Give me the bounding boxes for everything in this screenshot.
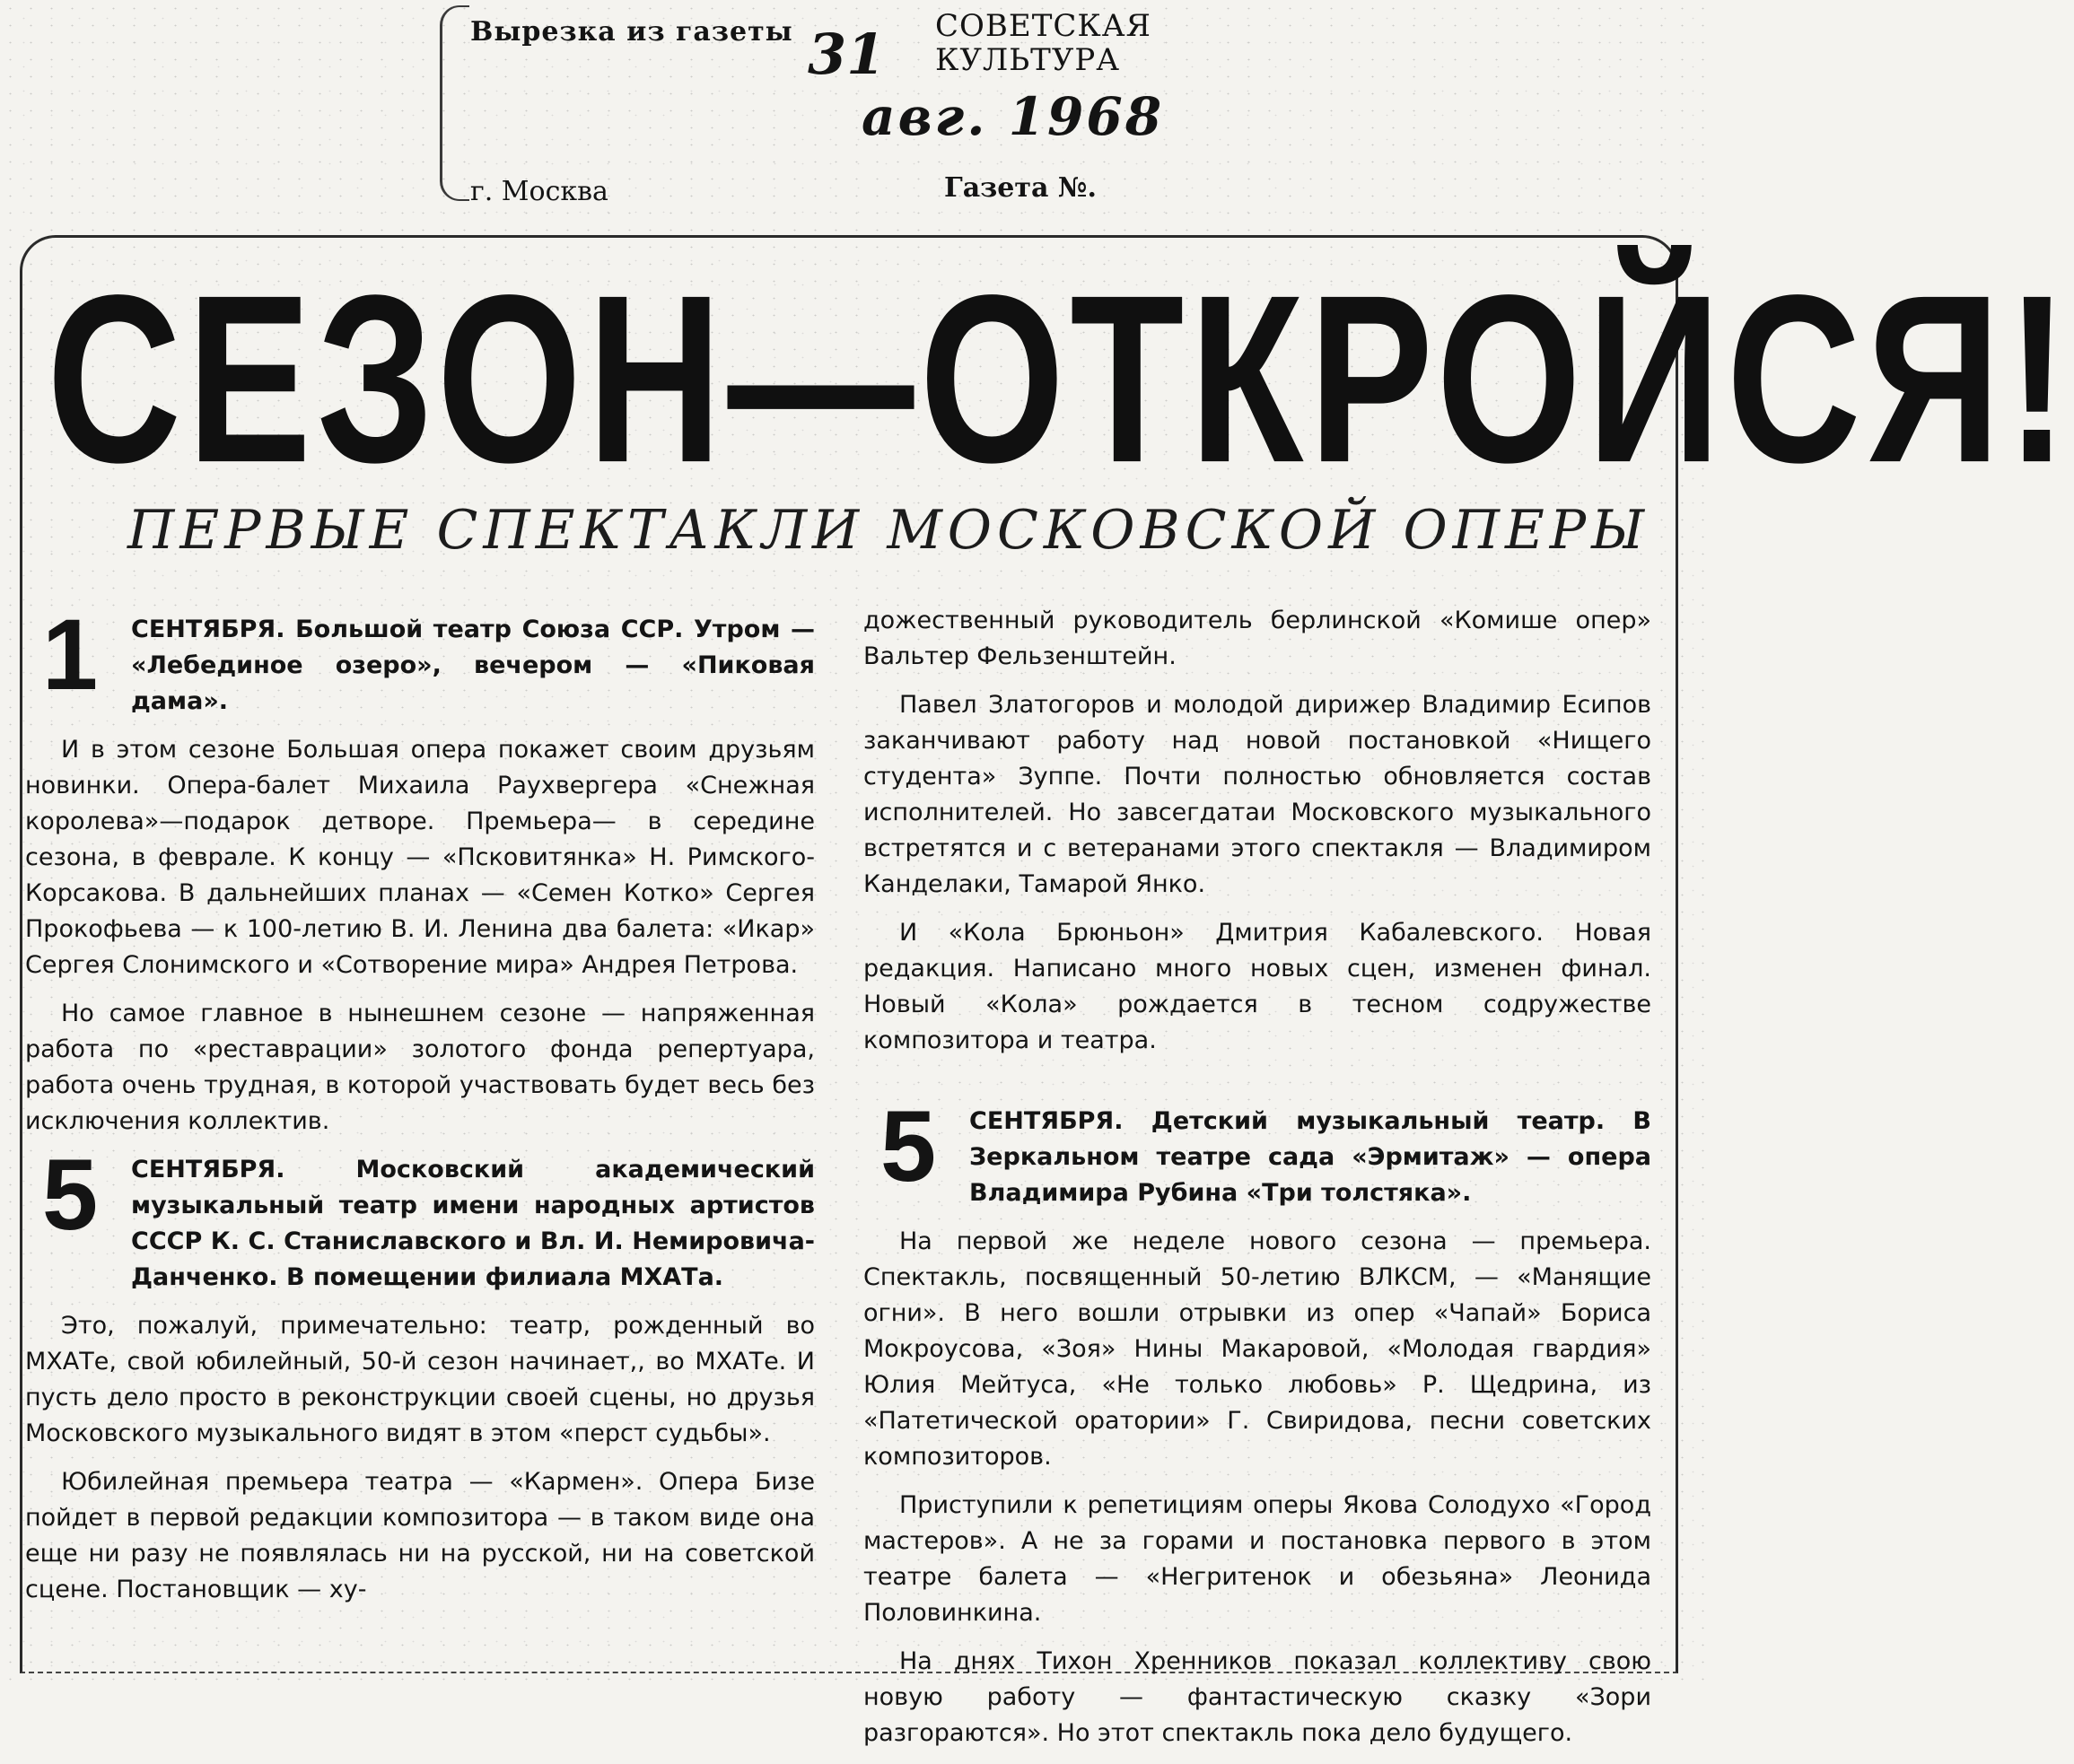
section-date-number: 1 — [41, 598, 99, 711]
section-sept5-stanislavsky — [25, 1139, 815, 1296]
stamp-paper-line2: КУЛЬТУРА — [935, 42, 1121, 78]
stamp-bracket — [440, 5, 469, 201]
stamp-paper-line1: СОВЕТСКАЯ — [935, 8, 1151, 44]
article-headline: СЕЗОН—ОТКРОЙСЯ! — [47, 246, 2074, 513]
stamp-handwritten-number: 31 — [808, 22, 886, 87]
section-date-number: 5 — [879, 1090, 937, 1202]
paragraph: Павел Златогоров и молодой дирижер Владимир Есипов заканчивают работу над новой постановкой «Нищего студента» Зуппе. Почти полностью обновляется состав исполнителей. Но завсегдатаи Московского музыкального встретятся и с ветеранами этого спектакля — Владимиром Канделаки, Тамарой Янко. — [863, 691, 1651, 898]
paragraph-continued: дожественный руководитель берлинской «Комише опер» Вальтер Фельзенштейн. — [863, 607, 1651, 670]
article-column-right — [863, 603, 1651, 1764]
paragraph: На днях Тихон Хренников показал коллективу свою новую работу — фантастическую сказку «Зори разгораются». Но этот спектакль пока дело будущего. — [863, 1647, 1651, 1747]
stamp-newspaper-name — [935, 9, 1151, 77]
paragraph: Юбилейная премьера театра — «Кармен». Опера Бизе пойдет в первой редакции композитора — в таком виде она еще ни разу не появлялась ни на русской, ни на советской сцене. Постановщик — ху- — [25, 1468, 815, 1603]
paragraph: На первой же неделе нового сезона — премьера. Спектакль, посвященный 50-летию ВЛКСМ, — «Манящие огни». В него вошли отрывки из опер «Чапай» Бориса Мокроусова, «Зоя» Нины Макаровой, «Молодая гвардия» Юлия Мейтуса, «Не только любовь» Р. Щедрина, из «Патетической оратории» Г. Свиридова, песни советских композиторов. — [863, 1227, 1651, 1471]
stamp-issue: Газета №. — [944, 172, 1097, 204]
section-sept1 — [25, 598, 815, 720]
paragraph: Но самое главное в нынешнем сезоне — напряженная работа по «реставрации» золотого фонда репертуара, работа очень трудная, в которой участвовать будет весь без исключения коллектив. — [25, 1000, 815, 1135]
paragraph: Приступили к репетициям оперы Якова Солодухо «Город мастеров». А не за горами и постановка первого в этом театре балета — «Негритенок и обезьяна» Леонида Половинкина. — [863, 1491, 1651, 1627]
paragraph: И «Кола Брюньон» Дмитрия Кабалевского. Новая редакция. Написано много новых сцен, изменен финал. Новый «Кола» рождается в тесном содружестве композитора и театра. — [863, 919, 1651, 1054]
article-column-left — [25, 598, 815, 1620]
section-lead: СЕНТЯБРЯ. Большой театр Союза ССР. Утром — «Лебединое озеро», вечером — «Пиковая дама». — [131, 616, 815, 715]
stamp-handwritten-date: авг. 1968 — [862, 86, 1165, 147]
section-lead: СЕНТЯБРЯ. Московский академический музыкальный театр имени народных артистов СССР К. С. Станиславского и Вл. И. Немировича-Данченко. В помещении филиала МХАТа. — [131, 1156, 815, 1291]
stamp-label: Вырезка из газеты — [470, 16, 793, 48]
article-subheadline: ПЕРВЫЕ СПЕКТАКЛИ МОСКОВСКОЙ ОПЕРЫ — [127, 499, 1650, 562]
section-lead: СЕНТЯБРЯ. Детский музыкальный театр. В Зеркальном театре сада «Эрмитаж» — опера Владимира Рубина «Три толстяка». — [969, 1107, 1651, 1207]
paragraph: Это, пожалуй, примечательно: театр, рожденный во МХАТе, свой юбилейный, 50-й сезон начинает,, во МХАТе. И пусть дело просто в реконструкции своей сцены, но друзья Московского музыкального видят в этом «перст судьбы». — [25, 1312, 815, 1447]
stamp-city: г. Москва — [470, 176, 608, 207]
spacer — [863, 1071, 1651, 1095]
section-date-number: 5 — [41, 1139, 99, 1251]
section-sept5-children — [863, 1090, 1651, 1211]
clipping-stamp — [440, 5, 1176, 207]
paragraph: И в этом сезоне Большая опера покажет своим друзьям новинки. Опера-балет Михаила Раухвергера «Снежная королева»—подарок детворе. Премьера— в середине сезона, в феврале. К концу — «Псковитянка» Н. Римского-Корсакова. В дальнейших планах — «Семен Котко» Сергея Прокофьева — к 100-летию В. И. Ленина два балета: «Икар» Сергея Слонимского и «Сотворение мира» Андрея Петрова. — [25, 736, 815, 979]
